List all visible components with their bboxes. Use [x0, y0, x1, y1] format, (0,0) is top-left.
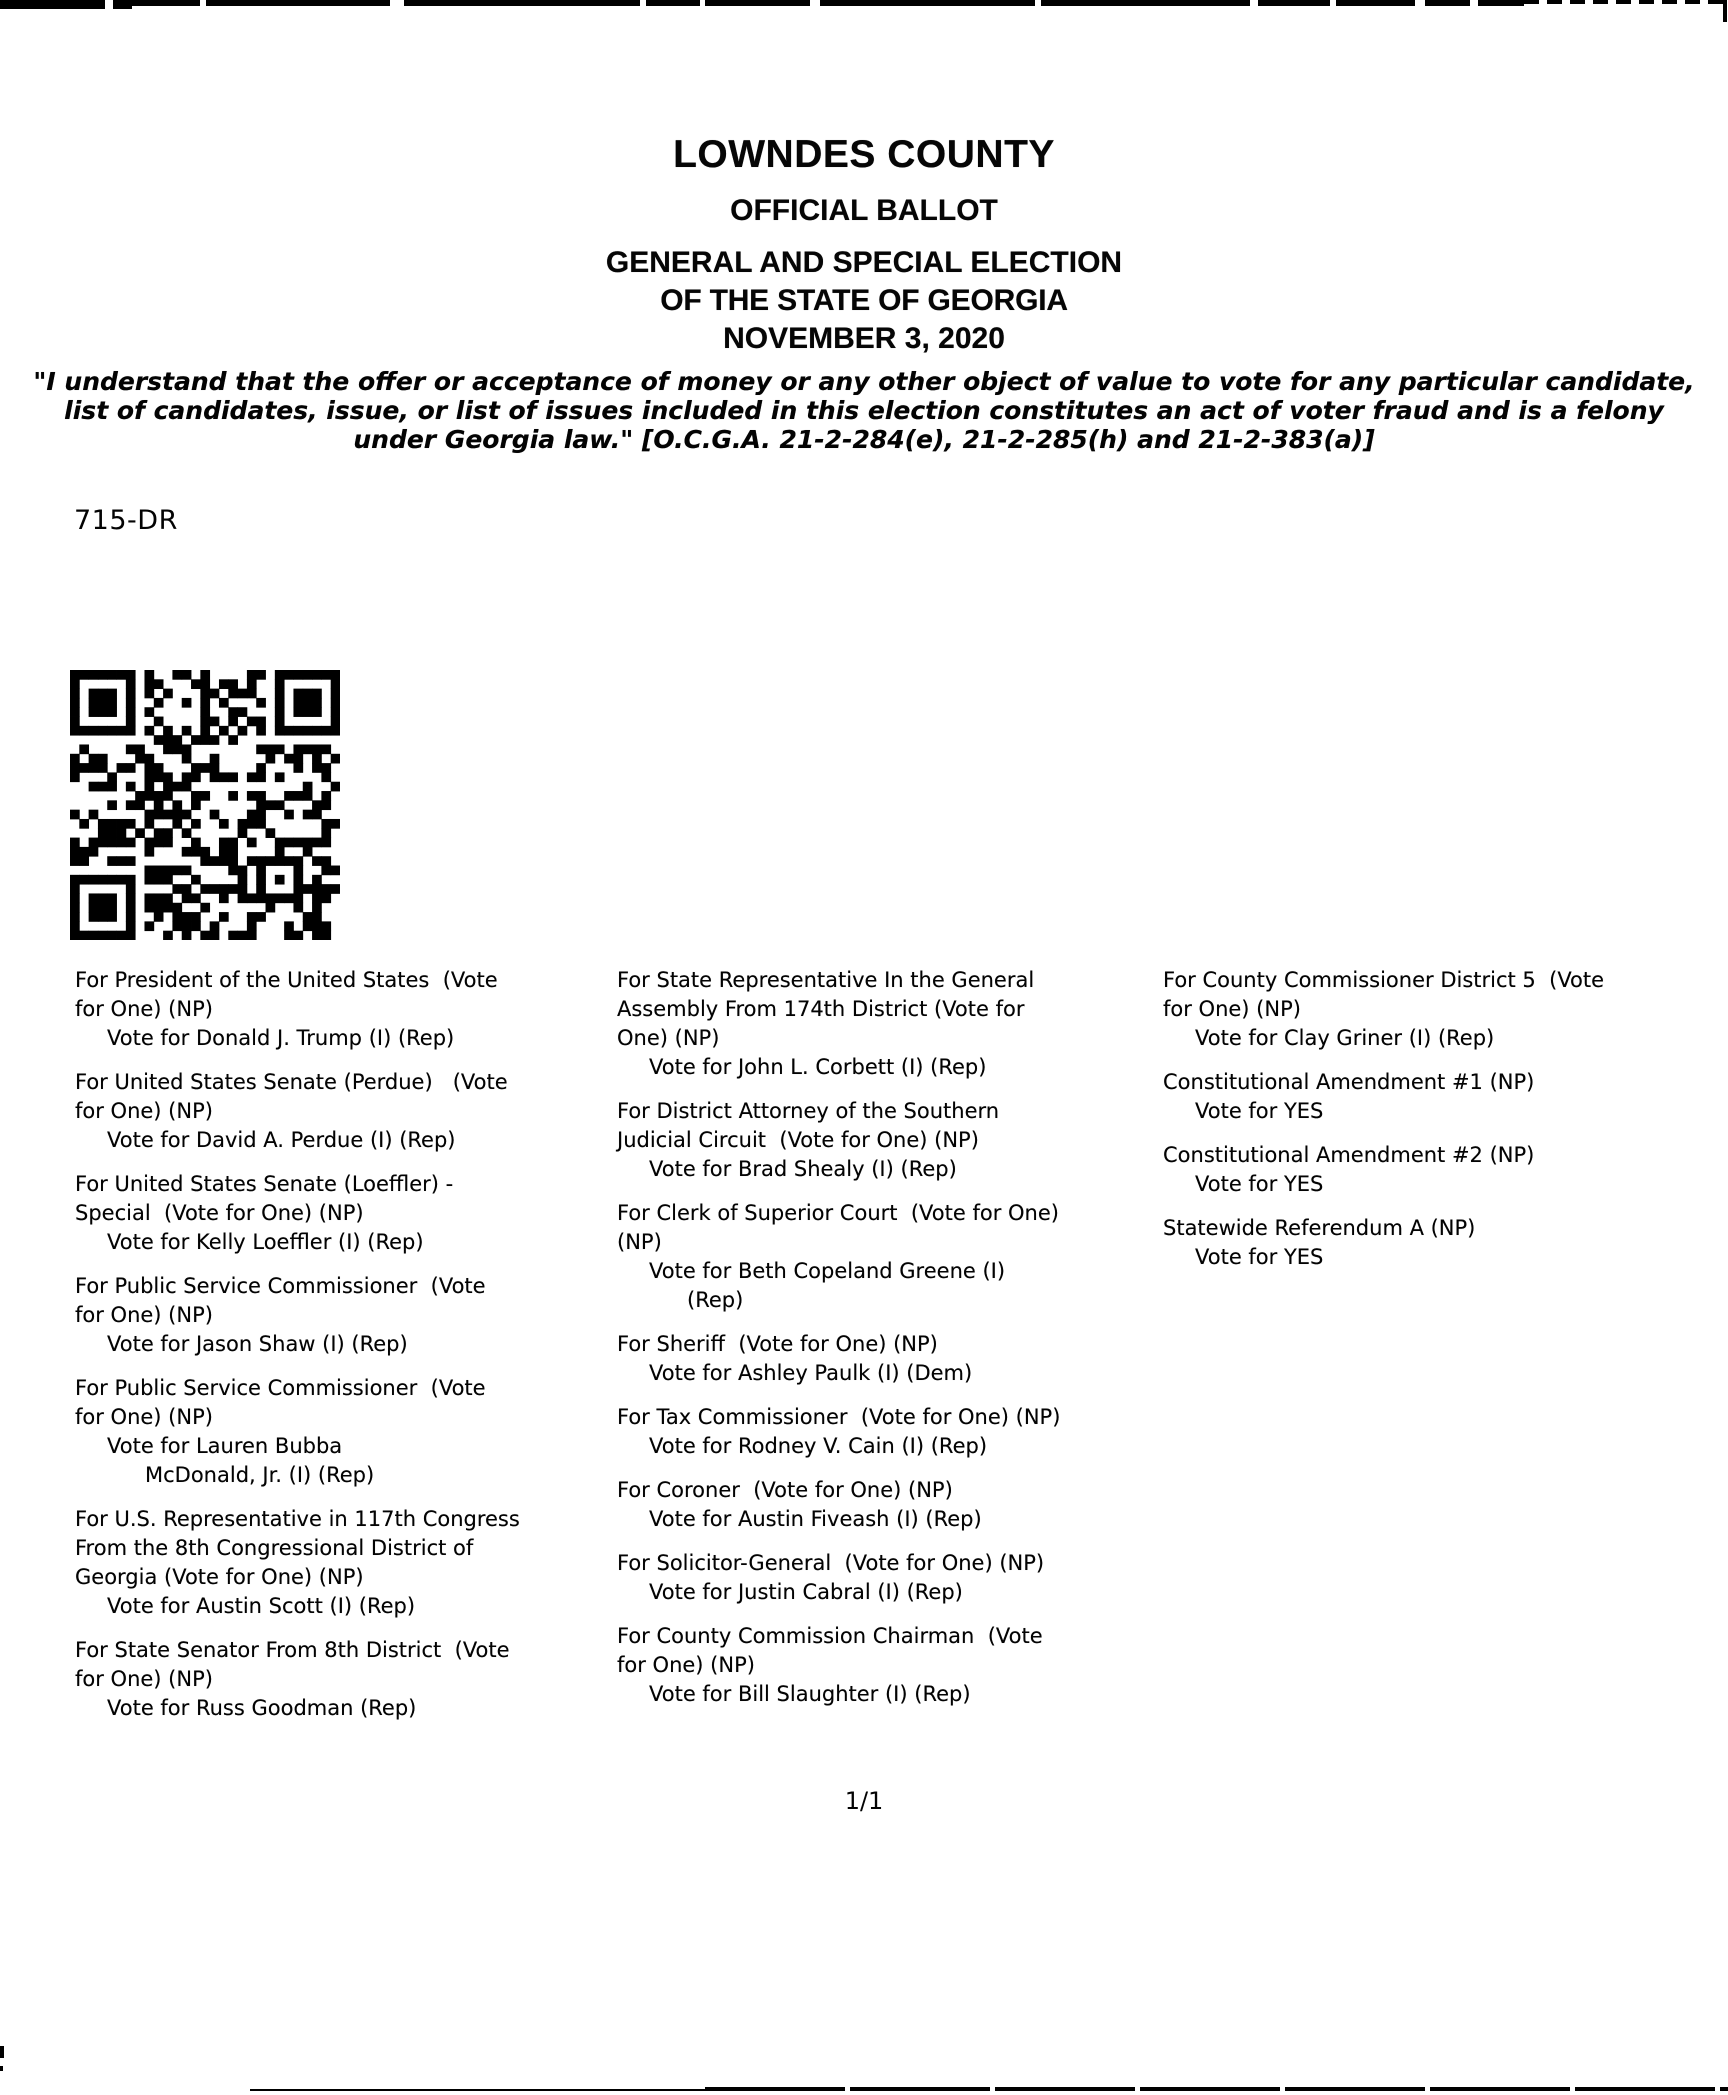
contest-office-line: for One) (NP) [75, 997, 213, 1021]
contest-office-line: for One) (NP) [75, 1099, 213, 1123]
ballot-column-1 [75, 966, 623, 1738]
scan-artifact-left-mark [0, 2066, 3, 2071]
fraud-warning-line: "I understand that the offer or acceptance of money or any other object of value to vote for any particular candidate, [33, 367, 1695, 396]
contest-vote-line: Vote for Ashley Paulk (I) (Dem) [649, 1361, 973, 1385]
contest-vote-line: Vote for Lauren Bubba [107, 1434, 343, 1458]
contest-office-line: From the 8th Congressional District of [75, 1536, 474, 1560]
contest-block [617, 966, 1165, 1082]
contest-block [1163, 966, 1711, 1053]
contest-block [75, 1170, 623, 1257]
contest-office-line: for One) (NP) [75, 1303, 213, 1327]
contest-block [617, 1330, 1165, 1388]
contest-office-line: For District Attorney of the Southern [617, 1099, 1000, 1123]
scan-artifact-notch [200, 0, 206, 9]
contest-block [75, 966, 623, 1053]
contest-vote-line: Vote for Jason Shaw (I) (Rep) [107, 1332, 408, 1356]
contest-office-line: Judicial Circuit (Vote for One) (NP) [617, 1128, 979, 1152]
contest-office-line: For United States Senate (Perdue) (Vote [75, 1070, 508, 1094]
contest-office-line: For Sheriff (Vote for One) (NP) [617, 1332, 938, 1356]
election-title-line1: GENERAL AND SPECIAL ELECTION [605, 246, 1123, 279]
scan-artifact-notch [105, 0, 113, 9]
county-title: LOWNDES COUNTY [673, 133, 1055, 176]
scan-artifact-bottom-thick-line [705, 2087, 1728, 2091]
fraud-warning-line: under Georgia law." [O.C.G.A. 21-2-284(e), 21-2-285(h) and 21-2-383(a)] [353, 425, 1375, 454]
contest-block [617, 1622, 1165, 1709]
contest-vote-line: (Rep) [687, 1288, 744, 1312]
contest-office-line: For Clerk of Superior Court (Vote for One) [617, 1201, 1059, 1225]
election-title-line2: OF THE STATE OF GEORGIA [660, 284, 1068, 317]
contest-block [75, 1636, 623, 1723]
scan-artifact-bottom-thin-line [250, 2089, 710, 2091]
contest-office-line: For Public Service Commissioner (Vote [75, 1376, 486, 1400]
contest-vote-line: Vote for John L. Corbett (I) (Rep) [649, 1055, 987, 1079]
contest-block [617, 1097, 1165, 1184]
scan-artifact-notch [390, 0, 404, 9]
election-date: NOVEMBER 3, 2020 [723, 322, 1005, 355]
contest-vote-line: Vote for YES [1195, 1099, 1324, 1123]
scan-artifact-top-edge-dashes [1524, 0, 1724, 4]
contest-block [1163, 1141, 1711, 1199]
contest-office-line: For State Senator From 8th District (Vote [75, 1638, 510, 1662]
contest-block [1163, 1214, 1711, 1272]
contest-office-line: Constitutional Amendment #2 (NP) [1163, 1143, 1535, 1167]
contest-office-line: For Tax Commissioner (Vote for One) (NP) [617, 1405, 1061, 1429]
contest-office-line: One) (NP) [617, 1026, 720, 1050]
contest-office-line: (NP) [617, 1230, 662, 1254]
scan-artifact-top-edge-bar [132, 0, 1524, 6]
contest-office-line: Statewide Referendum A (NP) [1163, 1216, 1476, 1240]
contest-vote-line: Vote for Bill Slaughter (I) (Rep) [649, 1682, 971, 1706]
scan-artifact-notch [1035, 0, 1041, 9]
contest-office-line: For County Commissioner District 5 (Vote [1163, 968, 1605, 992]
contest-office-line: for One) (NP) [75, 1667, 213, 1691]
scan-artifact-notch [1330, 0, 1336, 9]
contest-office-line: For Solicitor-General (Vote for One) (NP) [617, 1551, 1045, 1575]
contest-block [75, 1505, 623, 1621]
scan-artifact-notch [700, 0, 705, 9]
contest-vote-line: Vote for Russ Goodman (Rep) [107, 1696, 417, 1720]
contest-vote-line: Vote for Rodney V. Cain (I) (Rep) [649, 1434, 988, 1458]
contest-block [1163, 1068, 1711, 1126]
contest-vote-line: Vote for David A. Perdue (I) (Rep) [107, 1128, 456, 1152]
contest-office-line: Constitutional Amendment #1 (NP) [1163, 1070, 1535, 1094]
qr-code-icon [70, 670, 340, 940]
contest-office-line: For United States Senate (Loeffler) - [75, 1172, 454, 1196]
fraud-warning [0, 367, 1728, 454]
contest-office-line: for One) (NP) [1163, 997, 1301, 1021]
contest-vote-line: Vote for Donald J. Trump (I) (Rep) [107, 1026, 455, 1050]
contest-block [75, 1374, 623, 1490]
contest-vote-line: Vote for Brad Shealy (I) (Rep) [649, 1157, 957, 1181]
ballot-column-2 [617, 966, 1165, 1724]
contest-office-line: For County Commission Chairman (Vote [617, 1624, 1043, 1648]
fraud-warning-line: list of candidates, issue, or list of issues included in this election constitutes an act of voter fraud and is a felony [64, 396, 1664, 425]
contest-vote-line: McDonald, Jr. (I) (Rep) [145, 1463, 375, 1487]
scan-artifact-left-mark [0, 2046, 4, 2058]
contest-vote-line: Vote for Kelly Loeffler (I) (Rep) [107, 1230, 424, 1254]
scan-artifact-notch [1415, 0, 1425, 9]
contest-office-line: for One) (NP) [617, 1653, 755, 1677]
scan-artifact-notch [810, 0, 820, 9]
contest-block [75, 1272, 623, 1359]
contest-block [617, 1549, 1165, 1607]
contest-vote-line: Vote for Beth Copeland Greene (I) [649, 1259, 1006, 1283]
contest-vote-line: Vote for YES [1195, 1245, 1324, 1269]
scan-artifact-notch [1470, 0, 1478, 9]
scan-artifact-corner-tick [1723, 0, 1727, 22]
contest-office-line: for One) (NP) [75, 1405, 213, 1429]
contest-block [617, 1476, 1165, 1534]
scan-artifact-notch [640, 0, 646, 9]
contest-vote-line: Vote for YES [1195, 1172, 1324, 1196]
page-number: 1/1 [844, 1787, 884, 1815]
contest-block [617, 1403, 1165, 1461]
contest-office-line: For State Representative In the General [617, 968, 1035, 992]
ballot-column-3 [1163, 966, 1711, 1287]
contest-office-line: Special (Vote for One) (NP) [75, 1201, 364, 1225]
contest-office-line: For President of the United States (Vote [75, 968, 498, 992]
contest-block [75, 1068, 623, 1155]
contest-vote-line: Vote for Austin Fiveash (I) (Rep) [649, 1507, 982, 1531]
contest-office-line: Assembly From 174th District (Vote for [617, 997, 1025, 1021]
contest-office-line: For Coroner (Vote for One) (NP) [617, 1478, 953, 1502]
ballot-type-title: OFFICIAL BALLOT [730, 194, 998, 227]
contest-vote-line: Vote for Clay Griner (I) (Rep) [1195, 1026, 1495, 1050]
contest-block [617, 1199, 1165, 1315]
contest-office-line: Georgia (Vote for One) (NP) [75, 1565, 364, 1589]
contest-office-line: For Public Service Commissioner (Vote [75, 1274, 486, 1298]
ballot-style-code: 715-DR [74, 505, 178, 536]
contest-vote-line: Vote for Justin Cabral (I) (Rep) [649, 1580, 963, 1604]
contest-office-line: For U.S. Representative in 117th Congress [75, 1507, 520, 1531]
scan-artifact-notch [1250, 0, 1258, 9]
contest-vote-line: Vote for Austin Scott (I) (Rep) [107, 1594, 416, 1618]
